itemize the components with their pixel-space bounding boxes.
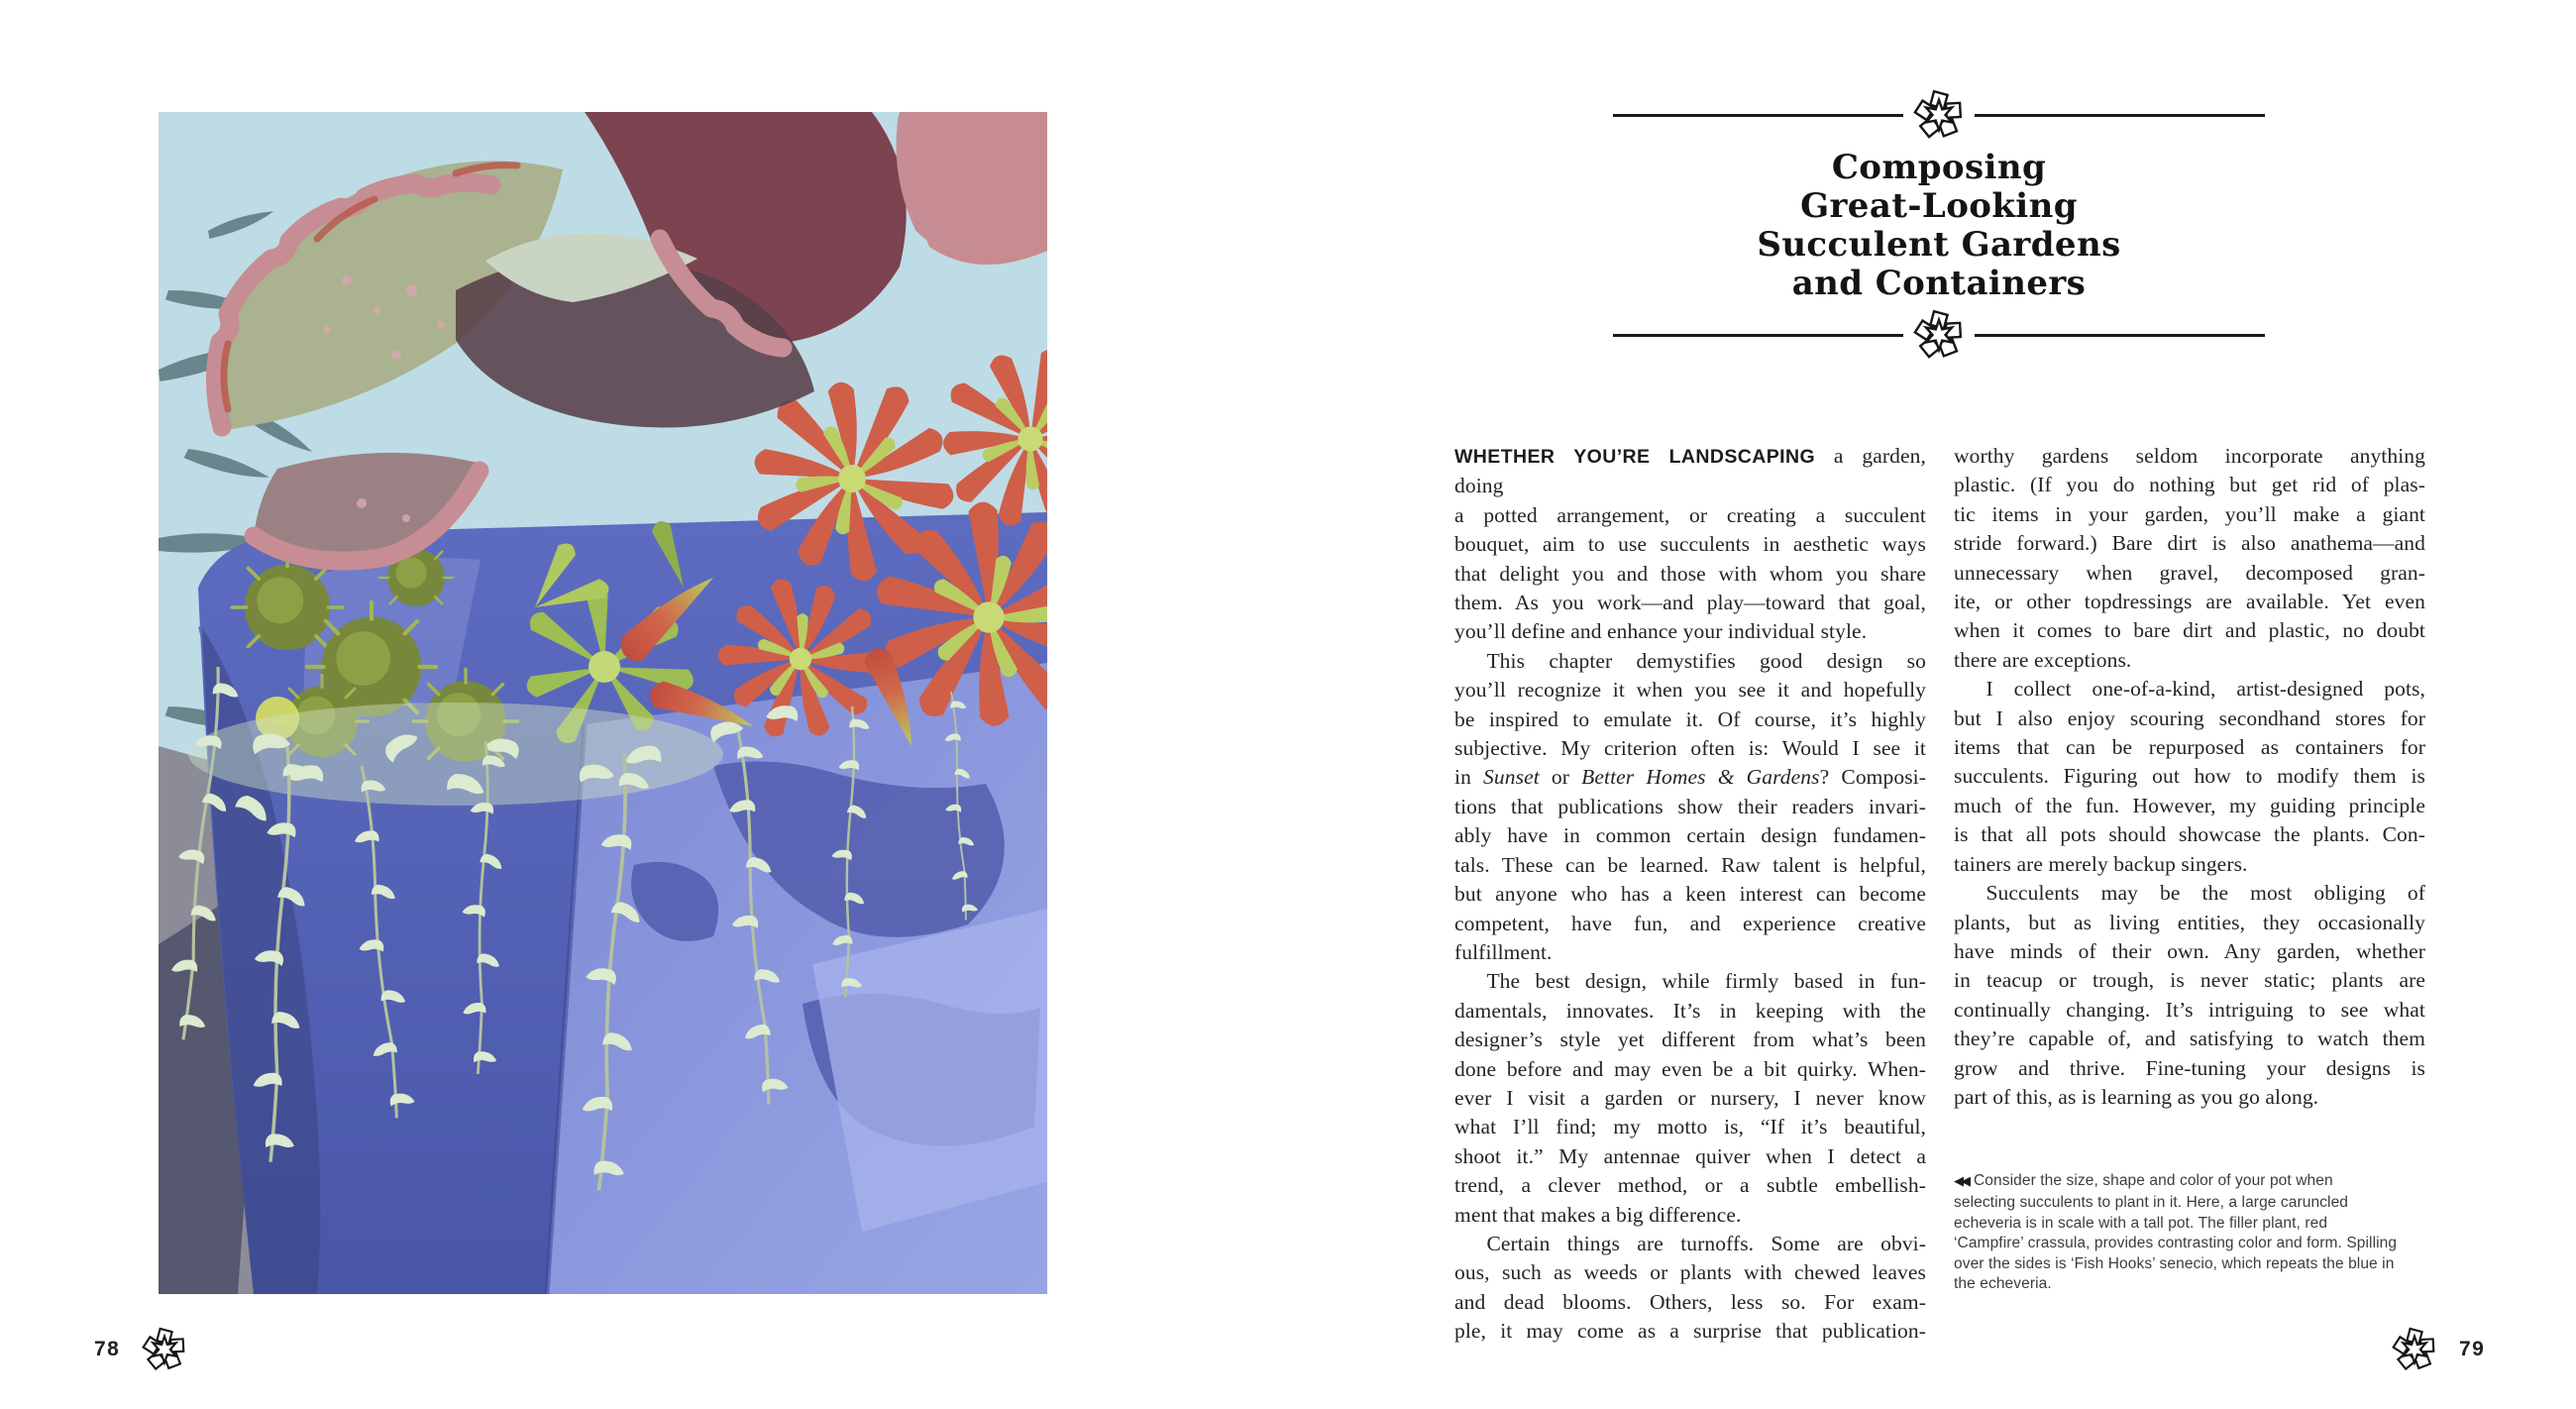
text-line: be inspired to emulate it. Of course, it’s highly <box>1454 706 1926 731</box>
text-line: is that all pots should showcase the plants. Con- <box>1954 822 2425 847</box>
chapter-header <box>1613 89 2265 361</box>
text-line: but I also enjoy scouring secondhand stores for <box>1954 705 2425 730</box>
text-line: part of this, as is learning as you go along. <box>1954 1084 2319 1109</box>
text-line: I collect one-of-a-kind, artist-designed pots, <box>1954 677 2425 702</box>
text-line: the echeveria. <box>1954 1275 2052 1293</box>
text-line: subjective. My criterion often is: Would I see it <box>1454 736 1926 761</box>
text-line: The best design, while firmly based in fun- <box>1454 969 1926 994</box>
text-line: tic items in your garden, you’ll make a giant <box>1954 501 2425 526</box>
text-line: ous, such as weeds or plants with chewed leaves <box>1454 1260 1926 1285</box>
text-line: much of the fun. However, my guiding principle <box>1954 793 2425 817</box>
page-number-left: 78 <box>94 1338 121 1360</box>
text-line: bouquet, aim to use succulents in aesthetic ways <box>1454 532 1926 557</box>
text-line: done before and may even be a bit quirky. When- <box>1454 1056 1926 1081</box>
text-line: ple, it may come as a surprise that publication- <box>1454 1319 1926 1344</box>
text-column-1 <box>1454 442 1926 1347</box>
text-line: plastic. (If you do nothing but get rid of plas- <box>1954 473 2425 497</box>
text-line: tals. These can be learned. Raw talent is helpful, <box>1454 852 1926 877</box>
text-line: ever I visit a garden or nursery, I never know <box>1454 1085 1926 1110</box>
text-line: Composing <box>1831 148 2047 187</box>
flower-ornament-icon <box>2392 1327 2437 1372</box>
text-line: tainers are merely backup singers. <box>1954 851 2248 876</box>
text-line: Certain things are turnoffs. Some are obvi- <box>1454 1231 1926 1255</box>
text-line: shoot it.” My antennae quiver when I detect a <box>1454 1143 1926 1168</box>
flower-ornament-icon <box>1913 309 1965 361</box>
text-line: worthy gardens seldom incorporate anything <box>1954 444 2425 468</box>
text-line: damentals, innovates. It’s in keeping with the <box>1454 998 1926 1023</box>
flower-ornament-icon <box>1913 89 1965 141</box>
text-line: that delight you and those with whom you share <box>1454 561 1926 586</box>
double-arrow-left-icon: ◀◀ <box>1954 1174 1968 1190</box>
footer-left <box>94 1327 187 1372</box>
text-line: ably have in common certain design fundamen- <box>1454 823 1926 848</box>
text-line: over the sides is ‘Fish Hooks’ senecio, which repeats the blue in <box>1954 1254 2395 1272</box>
text-line: succulents. Figuring out how to modify them is <box>1954 764 2425 789</box>
text-line: ment that makes a big difference. <box>1454 1202 1742 1227</box>
text-line: Succulent Gardens <box>1757 225 2121 265</box>
text-line: have minds of their own. Any garden, whether <box>1954 938 2425 963</box>
text-line: Great-Looking <box>1800 186 2078 226</box>
text-line: when it comes to bare dirt and plastic, no doubt <box>1954 618 2425 643</box>
text-line: trend, a clever method, or a subtle embellish- <box>1454 1173 1926 1198</box>
text-line: selecting succulents to plant in it. Here, a large caruncled <box>1954 1193 2349 1211</box>
text-line: continually changing. It’s intriguing to see what <box>1954 997 2425 1022</box>
text-line: but anyone who has a keen interest can become <box>1454 882 1926 907</box>
text-line: echeveria is in scale with a tall pot. The filler plant, red <box>1954 1214 2328 1232</box>
text-line: designer’s style yet different from what’s been <box>1454 1028 1926 1052</box>
text-line: items that can be repurposed as containers for <box>1954 735 2425 760</box>
text-line: unnecessary when gravel, decomposed gran- <box>1954 560 2425 585</box>
text-line: WHETHER YOU’RE LANDSCAPING a garden, doing <box>1454 444 1926 498</box>
text-line: grow and thrive. Fine-tuning your designs is <box>1954 1055 2425 1080</box>
body-text <box>1454 442 2425 1347</box>
text-line: tions that publications show their readers invari- <box>1454 794 1926 818</box>
text-line: you’ll recognize it when you see it and hopefully <box>1454 678 1926 703</box>
text-line: Succulents may be the most obliging of <box>1954 881 2425 906</box>
text-line: and Containers <box>1791 264 2087 303</box>
text-line: there are exceptions. <box>1954 647 2132 672</box>
text-line: plants, but as living entities, they occasionally <box>1954 910 2425 934</box>
text-line: you’ll define and enhance your individual style. <box>1454 619 1868 644</box>
footer-right <box>2392 1327 2485 1372</box>
text-column-2 <box>1954 442 2425 1112</box>
decorative-rule <box>1613 114 1903 117</box>
text-line: in Sunset or Better Homes & Gardens? Composi- <box>1454 765 1926 790</box>
text-line: a potted arrangement, or creating a succulent <box>1454 502 1926 527</box>
bottom-rule <box>1613 309 2265 361</box>
decorative-rule <box>1975 114 2265 117</box>
decorative-rule <box>1975 334 2265 337</box>
text-line: stride forward.) Bare dirt is also anathema—and <box>1954 531 2425 556</box>
text-line: fulfillment. <box>1454 939 1553 964</box>
text-line: them. As you work—and play—toward that goal, <box>1454 591 1926 615</box>
top-rule <box>1613 89 2265 141</box>
text-line: in teacup or trough, is never static; plants are <box>1954 968 2425 993</box>
decorative-rule <box>1613 334 1903 337</box>
text-line: ite, or other topdressings are available. Yet even <box>1954 590 2425 614</box>
text-line: what I’ll find; my motto is, “If it’s beautiful, <box>1454 1115 1926 1139</box>
text-line: competent, have fun, and experience creative <box>1454 911 1926 935</box>
page-number-right: 79 <box>2459 1338 2486 1360</box>
lead-in-text: WHETHER YOU’RE LANDSCAPING <box>1454 446 1816 468</box>
text-line: they’re capable of, and satisfying to watch them <box>1954 1027 2425 1051</box>
text-line: This chapter demystifies good design so <box>1454 648 1926 673</box>
photo-caption <box>1954 1171 2425 1295</box>
text-line: ◀◀ Consider the size, shape and color of your pot when <box>1954 1172 2333 1190</box>
text-line: ‘Campfire’ crassula, provides contrasting color and form. Spilling <box>1954 1235 2398 1252</box>
succulent-photo <box>159 112 1047 1294</box>
chapter-title <box>1613 149 2265 303</box>
flower-ornament-icon <box>142 1327 187 1372</box>
text-line: and dead blooms. Others, less so. For exam- <box>1454 1289 1926 1314</box>
